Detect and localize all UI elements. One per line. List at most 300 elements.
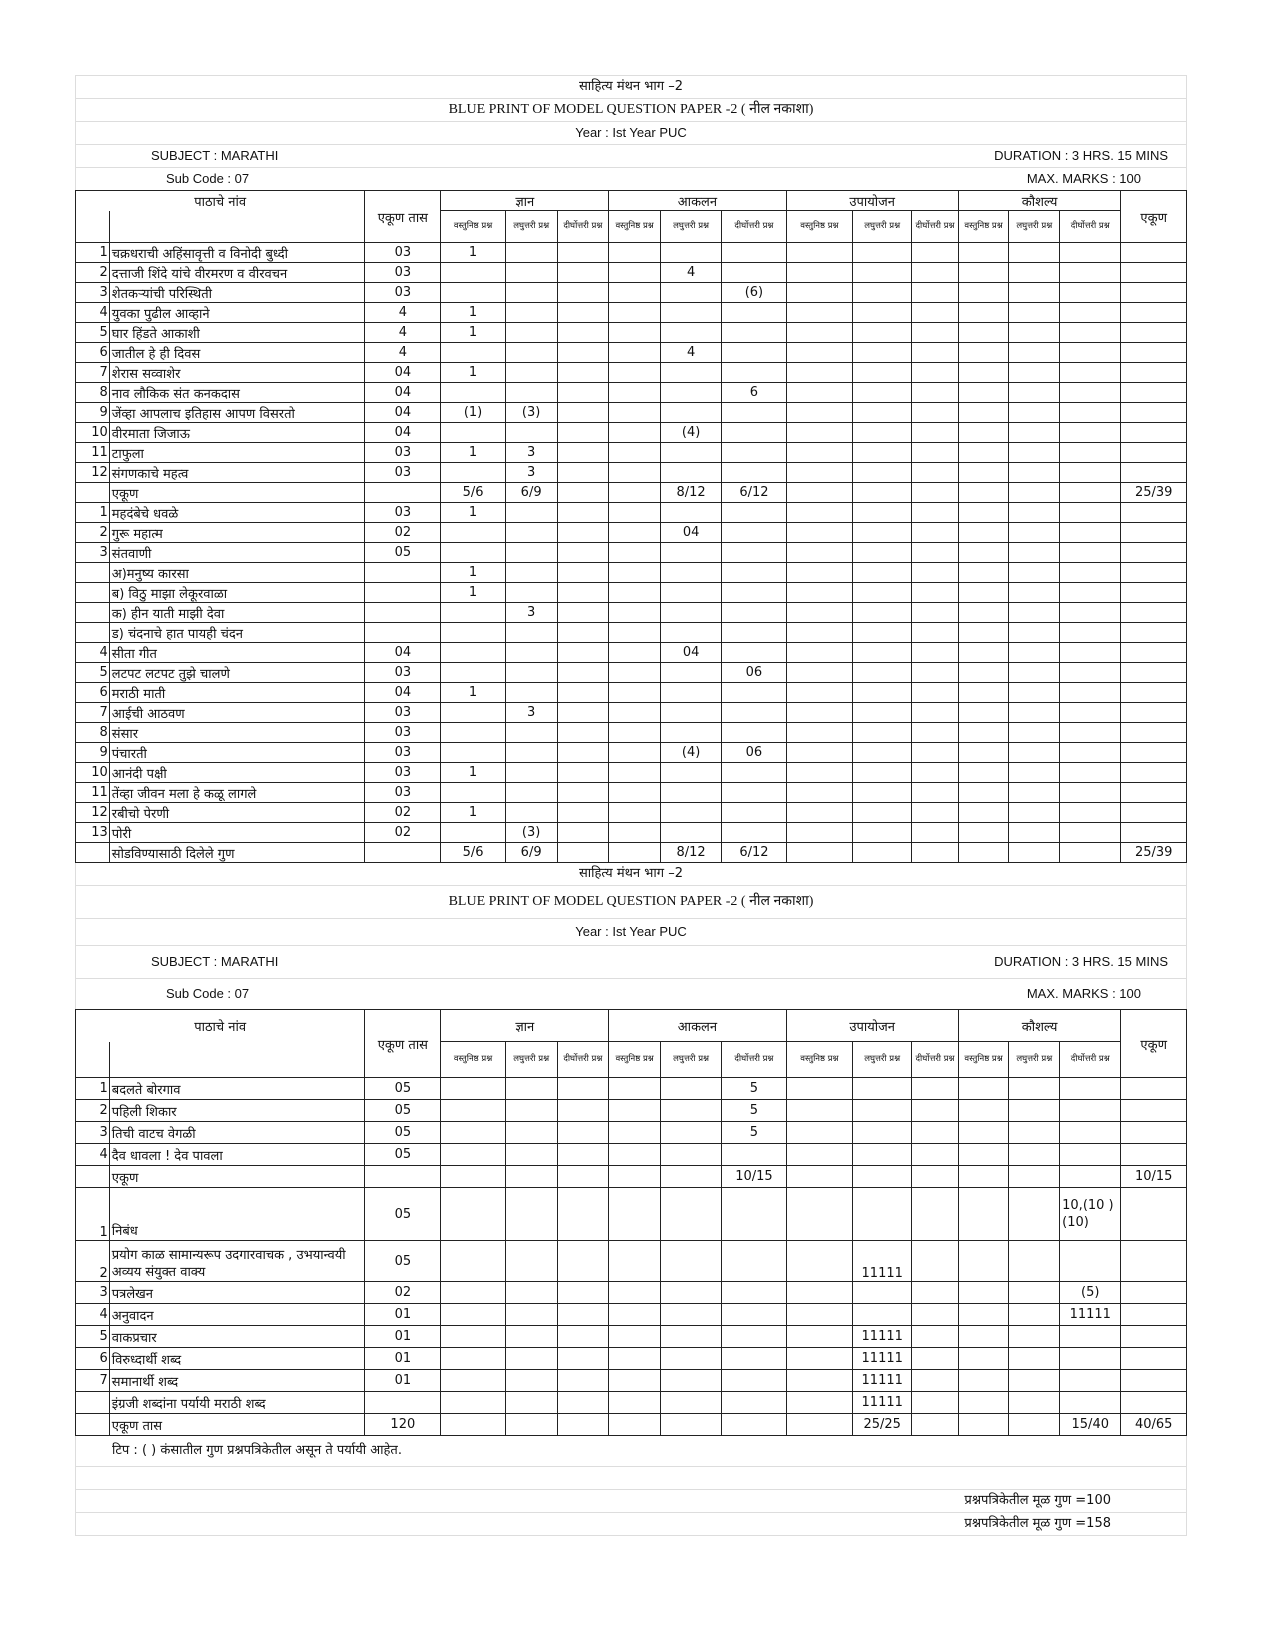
marks-cell: [722, 463, 786, 483]
marks-cell: 4: [660, 263, 721, 283]
marks-cell: [660, 463, 721, 483]
marks-cell: [557, 1241, 609, 1282]
marks-cell: [609, 703, 661, 723]
group-header-row: [76, 191, 1187, 211]
marks-cell: [505, 1241, 557, 1282]
marks-cell: [557, 283, 609, 303]
serial-number-cell: 7: [76, 363, 110, 383]
marks-cell: [660, 603, 721, 623]
maxmarks-label: MAX. MARKS : 100: [1026, 171, 1141, 186]
marks-cell: [557, 1326, 609, 1348]
marks-cell: 06: [722, 663, 786, 683]
marks-cell: [912, 823, 958, 843]
marks-cell: [505, 383, 557, 403]
serial-number-cell: [76, 1166, 110, 1188]
marks-cell: [912, 583, 958, 603]
marks-cell: [660, 823, 721, 843]
marks-cell: [853, 843, 912, 863]
marks-cell: [912, 1078, 958, 1100]
hours-cell: [365, 583, 441, 603]
marks-cell: [1060, 1370, 1121, 1392]
table-row: [76, 303, 1187, 323]
marks-cell: [722, 723, 786, 743]
serial-number-cell: 5: [76, 323, 110, 343]
lesson-name-cell: नाव लौकिक संत कनकदास: [109, 383, 365, 403]
hours-cell: 05: [365, 543, 441, 563]
marks-cell: [722, 623, 786, 643]
marks-cell: 25/25: [853, 1414, 912, 1436]
meta-row-subject-2: [75, 945, 1187, 978]
table-row: [76, 803, 1187, 823]
marks-cell: [1009, 1348, 1060, 1370]
table-row: [76, 283, 1187, 303]
marks-cell: [441, 423, 505, 443]
serial-number-cell: [76, 563, 110, 583]
total-header: एकूण: [1121, 191, 1187, 243]
marks-cell: [1009, 823, 1060, 843]
marks-cell: [853, 403, 912, 423]
marks-cell: [441, 1166, 505, 1188]
marks-cell: [557, 823, 609, 843]
marks-cell: 11111: [853, 1326, 912, 1348]
marks-cell: [660, 623, 721, 643]
total-cell: [1121, 763, 1187, 783]
marks-cell: [660, 1122, 721, 1144]
marks-cell: [660, 1078, 721, 1100]
marks-cell: [1009, 643, 1060, 663]
total-cell: [1121, 803, 1187, 823]
marks-cell: [786, 363, 853, 383]
lesson-name-cell: प्रयोग काळ सामान्यरूप उदगारवाचक , उभयान्वयी अव्यय संयुक्त वाक्य: [109, 1241, 365, 1282]
marks-cell: [722, 823, 786, 843]
marks-cell: [722, 1370, 786, 1392]
marks-cell: [441, 823, 505, 843]
marks-cell: [441, 1370, 505, 1392]
lesson-name-cell: जातील हे ही दिवस: [109, 343, 365, 363]
marks-cell: [557, 443, 609, 463]
marks-cell: [557, 1166, 609, 1188]
lesson-name-cell: गुरू महात्म: [109, 523, 365, 543]
marks-cell: [557, 743, 609, 763]
marks-cell: [912, 603, 958, 623]
marks-cell: [609, 243, 661, 263]
marks-cell: [1009, 323, 1060, 343]
marks-cell: [441, 723, 505, 743]
marks-cell: (5): [1060, 1282, 1121, 1304]
marks-cell: [912, 523, 958, 543]
marks-cell: [609, 663, 661, 683]
marks-cell: [853, 723, 912, 743]
marks-cell: [660, 323, 721, 343]
lesson-name-cell: वाकप्रचार: [109, 1326, 365, 1348]
marks-cell: [786, 803, 853, 823]
marks-cell: [609, 823, 661, 843]
table-row: [76, 463, 1187, 483]
table-row: [76, 1166, 1187, 1188]
marks-cell: [505, 243, 557, 263]
marks-cell: [1009, 783, 1060, 803]
marks-cell: [958, 483, 1009, 503]
marks-cell: 6/12: [722, 483, 786, 503]
marks-cell: [958, 583, 1009, 603]
marks-cell: [1009, 1144, 1060, 1166]
marks-cell: [912, 1100, 958, 1122]
marks-cell: [1121, 1188, 1187, 1241]
total-cell: [1121, 403, 1187, 423]
marks-cell: [912, 843, 958, 863]
total-cell: 25/39: [1121, 843, 1187, 863]
marks-cell: [1060, 283, 1121, 303]
marks-cell: [441, 623, 505, 643]
marks-cell: [722, 703, 786, 723]
marks-cell: [441, 1392, 505, 1414]
marks-cell: [786, 383, 853, 403]
knowledge-header-2: ज्ञान: [441, 1010, 609, 1042]
hours-cell: 4: [365, 303, 441, 323]
marks-cell: [557, 1188, 609, 1241]
lesson-name-cell: शेरास सव्वाशेर: [109, 363, 365, 383]
marks-cell: [1060, 383, 1121, 403]
marks-cell: [912, 723, 958, 743]
marks-cell: [786, 1144, 853, 1166]
marks-cell: [853, 803, 912, 823]
marks-cell: [505, 1414, 557, 1436]
marks-cell: [958, 1392, 1009, 1414]
lesson-name-cell: पत्रलेखन: [109, 1282, 365, 1304]
marks-cell: [1009, 1100, 1060, 1122]
marks-cell: [505, 503, 557, 523]
marks-cell: [958, 623, 1009, 643]
marks-cell: [958, 743, 1009, 763]
lesson-name-cell: आनंदी पक्षी: [109, 763, 365, 783]
marks-cell: [958, 643, 1009, 663]
marks-cell: [786, 243, 853, 263]
marks-cell: [609, 1078, 661, 1100]
marks-cell: [557, 403, 609, 423]
marks-cell: [660, 1144, 721, 1166]
marks-cell: [912, 243, 958, 263]
total-cell: [1121, 1144, 1187, 1166]
lesson-name-cell: महदंबेचे धवळे: [109, 503, 365, 523]
marks-cell: 3: [505, 443, 557, 463]
marks-cell: [912, 1241, 958, 1282]
marks-cell: [786, 1100, 853, 1122]
marks-cell: [786, 1122, 853, 1144]
marks-cell: [853, 603, 912, 623]
marks-cell: [958, 603, 1009, 623]
marks-cell: [853, 323, 912, 343]
table-row: [76, 503, 1187, 523]
marks-cell: 6/12: [722, 843, 786, 863]
marks-cell: [1009, 603, 1060, 623]
marks-cell: [786, 443, 853, 463]
marks-cell: [786, 263, 853, 283]
marks-cell: [853, 683, 912, 703]
total-cell: 10/15: [1121, 1166, 1187, 1188]
marks-cell: [557, 1348, 609, 1370]
marks-cell: [557, 1078, 609, 1100]
marks-cell: [609, 263, 661, 283]
marks-cell: 11111: [1060, 1304, 1121, 1326]
marks-cell: [853, 743, 912, 763]
lesson-name-cell: चक्रधराची अहिंसावृत्ती व विनोदी बुध्दी: [109, 243, 365, 263]
marks-cell: [557, 683, 609, 703]
marks-cell: [958, 783, 1009, 803]
subheader-short: लघुत्तरी प्रश्न: [660, 211, 721, 243]
lesson-name-cell: रबीचो पेरणी: [109, 803, 365, 823]
maxmarks-label-2: MAX. MARKS : 100: [1026, 986, 1141, 1001]
marks-cell: [958, 463, 1009, 483]
hours-cell: 03: [365, 763, 441, 783]
serial-number-cell: 10: [76, 763, 110, 783]
marks-cell: [958, 803, 1009, 823]
marks-cell: [853, 783, 912, 803]
lesson-name-cell: टाफुला: [109, 443, 365, 463]
subheader-short: लघुत्तरी प्रश्न: [1009, 1042, 1060, 1078]
marks-cell: [722, 1348, 786, 1370]
subheader-short: लघुत्तरी प्रश्न: [853, 211, 912, 243]
marks-cell: [1009, 1304, 1060, 1326]
hours-cell: [365, 1392, 441, 1414]
hours-cell: 05: [365, 1188, 441, 1241]
marks-cell: [609, 423, 661, 443]
hours-cell: 03: [365, 263, 441, 283]
marks-cell: [441, 703, 505, 723]
marks-cell: [958, 383, 1009, 403]
marks-cell: [1060, 763, 1121, 783]
marks-cell: [1009, 263, 1060, 283]
marks-cell: [958, 1304, 1009, 1326]
marks-cell: [912, 623, 958, 643]
marks-cell: [609, 1414, 661, 1436]
marks-cell: [853, 663, 912, 683]
marks-cell: [441, 343, 505, 363]
hours-cell: [365, 603, 441, 623]
marks-cell: [786, 303, 853, 323]
serial-number-cell: [76, 483, 110, 503]
marks-cell: [912, 443, 958, 463]
marks-cell: [1060, 303, 1121, 323]
marks-cell: [1060, 263, 1121, 283]
serial-number-cell: 12: [76, 463, 110, 483]
marks-cell: [1009, 1241, 1060, 1282]
marks-cell: [958, 1078, 1009, 1100]
table-row: [76, 423, 1187, 443]
marks-cell: [958, 523, 1009, 543]
hours-cell: 4: [365, 343, 441, 363]
marks-cell: 1: [441, 803, 505, 823]
serial-number-cell: 4: [76, 1304, 110, 1326]
marks-cell: [912, 283, 958, 303]
marks-cell: [958, 283, 1009, 303]
marks-cell: [1060, 343, 1121, 363]
meta-row-subject: [75, 144, 1187, 167]
sub-header-row: [76, 211, 1187, 243]
lesson-name-cell: पंचारती: [109, 743, 365, 763]
marks-cell: [609, 743, 661, 763]
marks-cell: [609, 323, 661, 343]
marks-cell: [1060, 583, 1121, 603]
marks-cell: 1: [441, 503, 505, 523]
serial-number-cell: 2: [76, 1100, 110, 1122]
table-row: [76, 743, 1187, 763]
marks-cell: [1009, 403, 1060, 423]
marks-cell: (3): [505, 823, 557, 843]
subheader-objective: वस्तुनिष्ठ प्रश्न: [609, 211, 661, 243]
marks-cell: [786, 483, 853, 503]
lesson-name-cell: इंग्रजी शब्दांना पर्यायी मराठी शब्द: [109, 1392, 365, 1414]
hours-cell: 03: [365, 703, 441, 723]
marks-cell: [958, 823, 1009, 843]
hours-cell: 120: [365, 1414, 441, 1436]
marks-cell: [660, 703, 721, 723]
marks-cell: [1060, 1078, 1121, 1100]
blueprint-sheet: [75, 75, 1187, 1536]
marks-cell: [786, 823, 853, 843]
total-cell: [1121, 323, 1187, 343]
table-row: [76, 1326, 1187, 1348]
subheader-objective: वस्तुनिष्ठ प्रश्न: [441, 1042, 505, 1078]
marks-cell: [557, 243, 609, 263]
total-cell: [1121, 703, 1187, 723]
serial-number-cell: 1: [76, 243, 110, 263]
marks-cell: [958, 1370, 1009, 1392]
marks-cell: [505, 743, 557, 763]
marks-cell: [722, 583, 786, 603]
marks-cell: [722, 563, 786, 583]
subheader-long: दीर्घोत्तरी प्रश्न: [557, 1042, 609, 1078]
total-cell: [1121, 1122, 1187, 1144]
lesson-name-cell: विरुध्दार्थी शब्द: [109, 1348, 365, 1370]
marks-cell: [1009, 283, 1060, 303]
marks-cell: [722, 543, 786, 563]
marks-cell: [441, 603, 505, 623]
serial-number-cell: 11: [76, 783, 110, 803]
marks-cell: [505, 723, 557, 743]
marks-cell: [1060, 423, 1121, 443]
marks-cell: [786, 603, 853, 623]
marks-cell: [505, 783, 557, 803]
marks-cell: [609, 723, 661, 743]
total-cell: 40/65: [1121, 1414, 1187, 1436]
marks-cell: [786, 583, 853, 603]
marks-cell: [609, 1241, 661, 1282]
marks-cell: [912, 1392, 958, 1414]
marks-cell: [912, 803, 958, 823]
hours-cell: 05: [365, 1144, 441, 1166]
marks-cell: [722, 363, 786, 383]
table-row: [76, 563, 1187, 583]
marks-cell: [505, 523, 557, 543]
serial-number-cell: 4: [76, 643, 110, 663]
marks-cell: 5: [722, 1078, 786, 1100]
marks-cell: 1: [441, 243, 505, 263]
marks-cell: [912, 1326, 958, 1348]
marks-cell: [853, 1144, 912, 1166]
table-row: [76, 1392, 1187, 1414]
marks-cell: [609, 303, 661, 323]
marks-cell: [912, 483, 958, 503]
marks-cell: [722, 523, 786, 543]
hours-cell: 05: [365, 1100, 441, 1122]
serial-number-cell: [76, 603, 110, 623]
lesson-name-cell: दैव धावला ! देव पावला: [109, 1144, 365, 1166]
marks-cell: [853, 523, 912, 543]
marks-cell: [505, 1122, 557, 1144]
marks-cell: [505, 643, 557, 663]
marks-cell: [853, 1282, 912, 1304]
lesson-name-cell: जेंव्हा आपलाच इतिहास आपण विसरतो: [109, 403, 365, 423]
marks-cell: [912, 1188, 958, 1241]
marks-cell: [441, 1188, 505, 1241]
hours-cell: 03: [365, 443, 441, 463]
hours-cell: 05: [365, 1241, 441, 1282]
marks-cell: [786, 503, 853, 523]
total-cell: [1121, 643, 1187, 663]
marks-cell: 15/40: [1060, 1414, 1121, 1436]
marks-cell: [441, 1078, 505, 1100]
marks-cell: [660, 363, 721, 383]
hours-cell: 03: [365, 283, 441, 303]
marks-cell: [557, 1392, 609, 1414]
marks-cell: [557, 1144, 609, 1166]
hours-cell: [365, 483, 441, 503]
marks-cell: [853, 623, 912, 643]
marks-cell: [853, 643, 912, 663]
marks-cell: [609, 1392, 661, 1414]
total-cell: [1121, 563, 1187, 583]
marks-cell: [853, 563, 912, 583]
hours-cell: 02: [365, 1282, 441, 1304]
comprehension-header: आकलन: [609, 191, 786, 211]
marks-cell: [1009, 1414, 1060, 1436]
table-row: [76, 583, 1187, 603]
table-row: [76, 1100, 1187, 1122]
lesson-name-cell: संतवाणी: [109, 543, 365, 563]
marks-cell: [912, 343, 958, 363]
table-row: [76, 723, 1187, 743]
marks-cell: [609, 1304, 661, 1326]
total-header-2: एकूण: [1121, 1010, 1187, 1078]
table-row: [76, 703, 1187, 723]
subheader-objective: वस्तुनिष्ठ प्रश्न: [786, 1042, 853, 1078]
marks-cell: [557, 1304, 609, 1326]
marks-cell: [609, 343, 661, 363]
table-row: [76, 543, 1187, 563]
blueprint-title: BLUE PRINT OF MODEL QUESTION PAPER -2 ( नील नकाशा): [75, 98, 1187, 121]
marks-cell: [505, 1326, 557, 1348]
footer-marks-row-1: [75, 1490, 1187, 1513]
marks-cell: [505, 763, 557, 783]
marks-cell: [1009, 463, 1060, 483]
marks-cell: [958, 663, 1009, 683]
marks-cell: [441, 1414, 505, 1436]
subheader-short: लघुत्तरी प्रश्न: [660, 1042, 721, 1078]
footer-note: टिप : ( ) कंसातील गुण प्रश्नपत्रिकेतील असून ते पर्यायी आहेत.: [112, 1443, 402, 1458]
marks-cell: [912, 663, 958, 683]
table-row: [76, 1414, 1187, 1436]
marks-cell: [958, 243, 1009, 263]
table-row: [76, 523, 1187, 543]
marks-cell: [958, 303, 1009, 323]
marks-cell: [441, 663, 505, 683]
serial-number-cell: [76, 623, 110, 643]
marks-cell: 3: [505, 463, 557, 483]
total-cell: 25/39: [1121, 483, 1187, 503]
marks-cell: 1: [441, 583, 505, 603]
marks-cell: [853, 1100, 912, 1122]
serial-number-cell: 5: [76, 663, 110, 683]
